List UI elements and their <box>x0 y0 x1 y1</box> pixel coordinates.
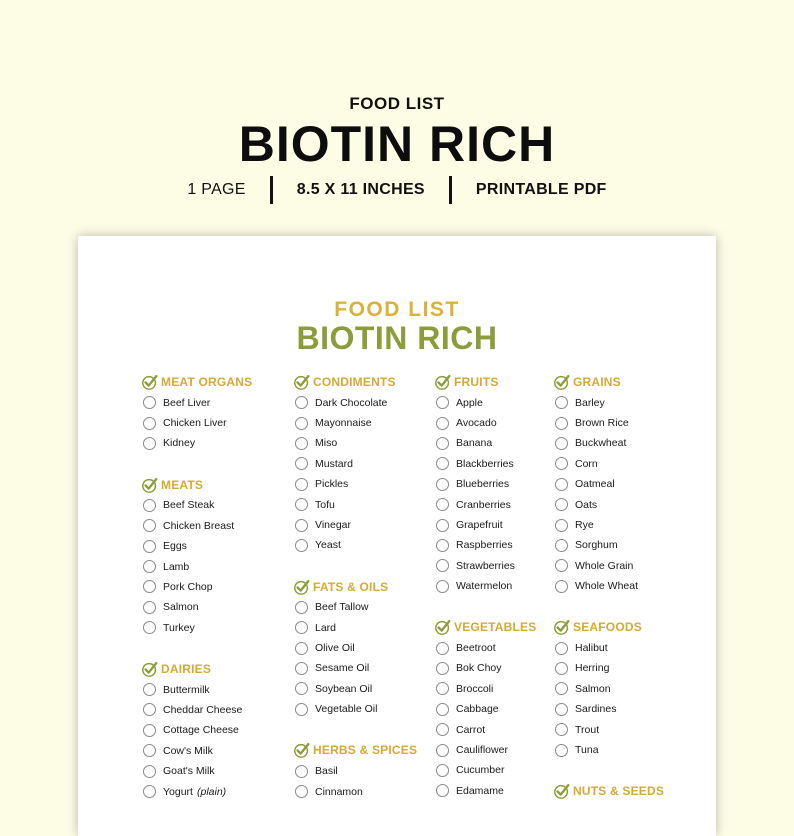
list-item[interactable] <box>293 679 417 699</box>
item-label: Beetroot <box>456 642 496 655</box>
item-label: Cranberries <box>456 498 511 511</box>
item-note: (plain) <box>196 785 227 798</box>
checkbox-circle[interactable] <box>555 580 568 593</box>
section-title: DAIRIES <box>161 661 212 676</box>
section-dairies <box>141 659 252 802</box>
section-title: VEGETABLES <box>454 620 537 635</box>
section-heading <box>553 372 664 392</box>
checkbox-circle[interactable] <box>295 621 308 634</box>
item-label: Soybean Oil <box>315 682 373 695</box>
checkbox-circle[interactable] <box>555 559 568 572</box>
list-item[interactable] <box>293 618 417 638</box>
list-item[interactable] <box>434 760 536 780</box>
checkbox-circle[interactable] <box>143 601 156 614</box>
checkmark-circle-icon <box>293 373 311 391</box>
checkbox-circle[interactable] <box>143 499 156 512</box>
list-item[interactable] <box>434 413 536 433</box>
section-title: SEAFOODS <box>573 620 642 635</box>
checkbox-circle[interactable] <box>295 498 308 511</box>
list-item[interactable] <box>553 699 664 719</box>
header-title: BIOTIN RICH <box>238 116 556 172</box>
checkbox-circle[interactable] <box>143 560 156 573</box>
checkbox-circle[interactable] <box>143 724 156 737</box>
list-item[interactable] <box>141 741 252 761</box>
checkbox-circle[interactable] <box>295 396 308 409</box>
item-label: Blueberries <box>456 478 510 491</box>
item-label: Chicken Liver <box>163 417 227 430</box>
checkbox-circle[interactable] <box>143 785 156 798</box>
list-item[interactable] <box>553 433 664 453</box>
list-item[interactable] <box>293 597 417 617</box>
section-title: GRAINS <box>573 375 621 389</box>
item-label: Cucumber <box>456 764 505 777</box>
list-item[interactable] <box>141 556 252 576</box>
list-item[interactable] <box>141 413 252 433</box>
checkbox-circle[interactable] <box>555 498 568 511</box>
list-item[interactable] <box>293 658 417 678</box>
list-item[interactable] <box>141 577 252 597</box>
section-heading <box>141 372 252 392</box>
checkbox-circle[interactable] <box>555 437 568 450</box>
section-title: CONDIMENTS <box>313 375 396 389</box>
section-title: MEATS <box>161 477 204 492</box>
list-item[interactable] <box>434 679 536 699</box>
section-meat-organs <box>141 372 252 454</box>
section-grains <box>553 372 664 596</box>
item-label: Strawberries <box>456 559 515 572</box>
meta-divider <box>449 176 452 204</box>
list-item[interactable] <box>553 679 664 699</box>
item-label: Vinegar <box>315 519 352 532</box>
checkbox-circle[interactable] <box>143 744 156 757</box>
item-label: Eggs <box>163 540 187 553</box>
list-item[interactable] <box>434 433 536 453</box>
checkbox-circle[interactable] <box>295 682 308 695</box>
column-2 <box>293 372 417 823</box>
meta-size: 8.5 X 11 INCHES <box>296 181 425 198</box>
checkbox-circle[interactable] <box>436 559 449 572</box>
section-heading <box>434 617 536 637</box>
item-label: Dark Chocolate <box>315 396 388 409</box>
checkbox-circle[interactable] <box>555 417 568 430</box>
column-3 <box>434 372 536 822</box>
list-item[interactable] <box>434 576 536 596</box>
list-item[interactable] <box>293 699 417 719</box>
item-label: Mustard <box>315 457 353 470</box>
item-label: Corn <box>575 457 598 470</box>
checkbox-circle[interactable] <box>295 662 308 675</box>
section-heading <box>141 475 252 495</box>
section-title: NUTS & SEEDS <box>573 784 665 799</box>
checkbox-circle[interactable] <box>143 765 156 778</box>
checkmark-circle-icon <box>553 373 571 391</box>
list-item[interactable] <box>553 413 664 433</box>
section-seafoods <box>553 617 664 760</box>
item-label: Apple <box>456 396 483 409</box>
item-label: Whole Grain <box>575 559 634 572</box>
section-heading <box>141 659 252 679</box>
checkbox-circle[interactable] <box>555 478 568 491</box>
item-label: Basil <box>315 765 338 778</box>
checkmark-circle-icon <box>293 578 311 596</box>
list-item[interactable] <box>293 494 417 514</box>
list-item[interactable] <box>293 535 417 555</box>
checkbox-circle[interactable] <box>436 539 449 552</box>
list-item[interactable] <box>293 393 417 413</box>
checkbox-circle[interactable] <box>436 744 449 757</box>
checkbox-circle[interactable] <box>436 437 449 450</box>
item-label: Tuna <box>575 744 599 757</box>
item-label: Banana <box>456 437 493 450</box>
list-item[interactable] <box>141 433 252 453</box>
item-label: Halibut <box>575 642 608 655</box>
section-fruits <box>434 372 536 596</box>
item-label: Cauliflower <box>456 744 508 757</box>
section-heading <box>553 617 664 637</box>
column-4 <box>553 372 664 822</box>
item-label: Raspberries <box>456 539 513 552</box>
meta-format: PRINTABLE PDF <box>475 181 607 198</box>
checkbox-circle[interactable] <box>143 437 156 450</box>
checkbox-circle[interactable] <box>143 396 156 409</box>
item-label: Rye <box>575 519 594 532</box>
checkbox-circle[interactable] <box>555 539 568 552</box>
item-label: Kidney <box>163 437 196 450</box>
checkbox-circle[interactable] <box>436 580 449 593</box>
item-label: Tofu <box>315 498 335 511</box>
item-label: Salmon <box>163 601 199 614</box>
column-1 <box>141 372 252 823</box>
item-label: Herring <box>575 662 610 675</box>
item-label: Goat's Milk <box>163 765 215 778</box>
checkbox-circle[interactable] <box>295 457 308 470</box>
meta-pages: 1 PAGE <box>187 181 246 198</box>
section-title: MEAT ORGANS <box>161 375 253 389</box>
item-label: Miso <box>315 437 338 450</box>
list-item[interactable] <box>553 740 664 760</box>
section-fats-oils <box>293 577 417 720</box>
checkbox-circle[interactable] <box>436 642 449 655</box>
list-item[interactable] <box>293 454 417 474</box>
list-item[interactable] <box>293 413 417 433</box>
list-item[interactable] <box>141 761 252 781</box>
checkmark-circle-icon <box>141 476 159 494</box>
list-item[interactable] <box>141 700 252 720</box>
list-item[interactable] <box>434 474 536 494</box>
list-item[interactable] <box>553 556 664 576</box>
list-item[interactable] <box>434 454 536 474</box>
item-label: Turkey <box>163 621 195 634</box>
checkbox-circle[interactable] <box>143 703 156 716</box>
item-label: Yeast <box>315 539 341 552</box>
checkmark-circle-icon <box>553 782 571 800</box>
section-heading <box>293 577 417 597</box>
list-item[interactable] <box>553 576 664 596</box>
checkbox-circle[interactable] <box>436 498 449 511</box>
item-label: Carrot <box>456 723 486 736</box>
list-item[interactable] <box>141 516 252 536</box>
checkbox-circle[interactable] <box>295 478 308 491</box>
section-heading <box>293 740 417 760</box>
checkbox-circle[interactable] <box>295 765 308 778</box>
checkbox-circle[interactable] <box>555 723 568 736</box>
section-title: HERBS & SPICES <box>313 743 418 758</box>
list-item[interactable] <box>434 494 536 514</box>
checkbox-circle[interactable] <box>436 662 449 675</box>
checkbox-circle[interactable] <box>143 683 156 696</box>
checkbox-circle[interactable] <box>436 703 449 716</box>
list-item[interactable] <box>434 535 536 555</box>
list-item[interactable] <box>293 781 417 801</box>
item-label: Pork Chop <box>163 580 213 593</box>
list-item[interactable] <box>553 638 664 658</box>
list-item[interactable] <box>141 618 252 638</box>
item-label: Lard <box>315 621 337 634</box>
item-label: Blackberries <box>456 457 514 470</box>
item-label: Cinnamon <box>315 785 363 798</box>
list-item[interactable] <box>434 515 536 535</box>
section-nuts-seeds <box>553 781 664 801</box>
checkbox-circle[interactable] <box>555 457 568 470</box>
list-item[interactable] <box>141 393 252 413</box>
list-item[interactable] <box>141 720 252 740</box>
food-list-sheet <box>78 236 716 836</box>
checkbox-circle[interactable] <box>555 703 568 716</box>
checkmark-circle-icon <box>293 741 311 759</box>
item-label: Beef Steak <box>163 499 215 512</box>
item-label: Watermelon <box>456 580 513 593</box>
section-herbs-spices <box>293 740 417 801</box>
checkmark-circle-icon <box>434 618 452 636</box>
item-label: Oatmeal <box>575 478 615 491</box>
item-label: Avocado <box>456 417 497 430</box>
list-item[interactable] <box>434 719 536 739</box>
item-label: Bok Choy <box>456 662 502 675</box>
list-item[interactable] <box>141 679 252 699</box>
section-title: FRUITS <box>454 375 499 389</box>
list-item[interactable] <box>553 454 664 474</box>
section-heading <box>553 781 664 801</box>
list-item[interactable] <box>141 597 252 617</box>
checkbox-circle[interactable] <box>295 785 308 798</box>
item-label: Cheddar Cheese <box>163 703 243 716</box>
checkbox-circle[interactable] <box>436 519 449 532</box>
header-meta <box>0 176 794 204</box>
item-label: Grapefruit <box>456 519 503 532</box>
item-label: Chicken Breast <box>163 519 235 532</box>
list-item[interactable] <box>434 393 536 413</box>
list-item[interactable] <box>141 536 252 556</box>
section-heading <box>293 372 417 392</box>
sheet-title: BIOTIN RICH <box>296 320 498 356</box>
list-item[interactable] <box>434 556 536 576</box>
list-item[interactable] <box>293 515 417 535</box>
checkbox-circle[interactable] <box>436 396 449 409</box>
checkbox-circle[interactable] <box>143 580 156 593</box>
item-label: Mayonnaise <box>315 417 372 430</box>
section-meats <box>141 475 252 638</box>
list-item[interactable] <box>293 638 417 658</box>
checkmark-circle-icon <box>434 373 452 391</box>
item-label: Cabbage <box>456 703 499 716</box>
item-label: Whole Wheat <box>575 580 639 593</box>
checkbox-circle[interactable] <box>295 601 308 614</box>
list-item[interactable] <box>141 781 252 801</box>
item-label: Vegetable Oil <box>315 703 378 716</box>
checkbox-circle[interactable] <box>436 764 449 777</box>
checkmark-circle-icon <box>141 373 159 391</box>
list-item[interactable] <box>293 433 417 453</box>
checkbox-circle[interactable] <box>436 478 449 491</box>
item-label: Beef Tallow <box>315 601 369 614</box>
checkbox-circle[interactable] <box>143 540 156 553</box>
checkbox-circle[interactable] <box>295 417 308 430</box>
list-item[interactable] <box>434 781 536 801</box>
checkbox-circle[interactable] <box>436 457 449 470</box>
list-item[interactable] <box>553 535 664 555</box>
checkbox-circle[interactable] <box>555 662 568 675</box>
checkbox-circle[interactable] <box>436 417 449 430</box>
checkbox-circle[interactable] <box>295 519 308 532</box>
list-item[interactable] <box>293 474 417 494</box>
list-item[interactable] <box>434 658 536 678</box>
item-label: Sorghum <box>575 539 618 552</box>
item-label: Sardines <box>575 703 617 716</box>
section-title: FATS & OILS <box>313 579 389 594</box>
checkbox-circle[interactable] <box>436 682 449 695</box>
checkbox-circle[interactable] <box>555 744 568 757</box>
list-item[interactable] <box>434 638 536 658</box>
checkbox-circle[interactable] <box>555 396 568 409</box>
header <box>0 0 794 230</box>
checkbox-circle[interactable] <box>295 539 308 552</box>
item-label: Broccoli <box>456 682 494 695</box>
checkbox-circle[interactable] <box>295 642 308 655</box>
checkmark-circle-icon <box>141 660 159 678</box>
sheet-label: FOOD LIST <box>334 298 460 321</box>
checkbox-circle[interactable] <box>143 417 156 430</box>
checkbox-circle[interactable] <box>555 642 568 655</box>
item-label: Lamb <box>163 560 190 573</box>
checkbox-circle[interactable] <box>436 723 449 736</box>
item-label: Oats <box>575 498 598 511</box>
list-item[interactable] <box>434 699 536 719</box>
item-label: Beef Liver <box>163 396 211 409</box>
item-label: Yogurt <box>163 785 193 798</box>
checkbox-circle[interactable] <box>295 703 308 716</box>
list-item[interactable] <box>293 761 417 781</box>
item-label: Edamame <box>456 784 504 797</box>
checkbox-circle[interactable] <box>555 519 568 532</box>
list-item[interactable] <box>553 719 664 739</box>
header-label: FOOD LIST <box>349 94 445 113</box>
item-label: Sesame Oil <box>315 662 370 675</box>
list-item[interactable] <box>434 740 536 760</box>
checkbox-circle[interactable] <box>555 682 568 695</box>
list-item[interactable] <box>553 515 664 535</box>
item-label: Trout <box>575 723 600 736</box>
item-label: Brown Rice <box>575 417 629 430</box>
meta-divider <box>270 176 273 204</box>
list-item[interactable] <box>553 393 664 413</box>
item-label: Pickles <box>315 478 349 491</box>
list-item[interactable] <box>553 474 664 494</box>
checkbox-circle[interactable] <box>295 437 308 450</box>
checkbox-circle[interactable] <box>143 519 156 532</box>
item-label: Barley <box>575 396 605 409</box>
item-label: Olive Oil <box>315 642 355 655</box>
list-item[interactable] <box>141 495 252 515</box>
section-vegetables <box>434 617 536 801</box>
list-item[interactable] <box>553 658 664 678</box>
item-label: Cottage Cheese <box>163 724 239 737</box>
checkbox-circle[interactable] <box>436 784 449 797</box>
item-label: Salmon <box>575 682 611 695</box>
section-heading <box>434 372 536 392</box>
checkbox-circle[interactable] <box>143 621 156 634</box>
item-label: Buttermilk <box>163 683 210 696</box>
item-label: Buckwheat <box>575 437 627 450</box>
checkmark-circle-icon <box>553 618 571 636</box>
list-item[interactable] <box>553 494 664 514</box>
item-label: Cow's Milk <box>163 744 213 757</box>
section-condiments <box>293 372 417 556</box>
